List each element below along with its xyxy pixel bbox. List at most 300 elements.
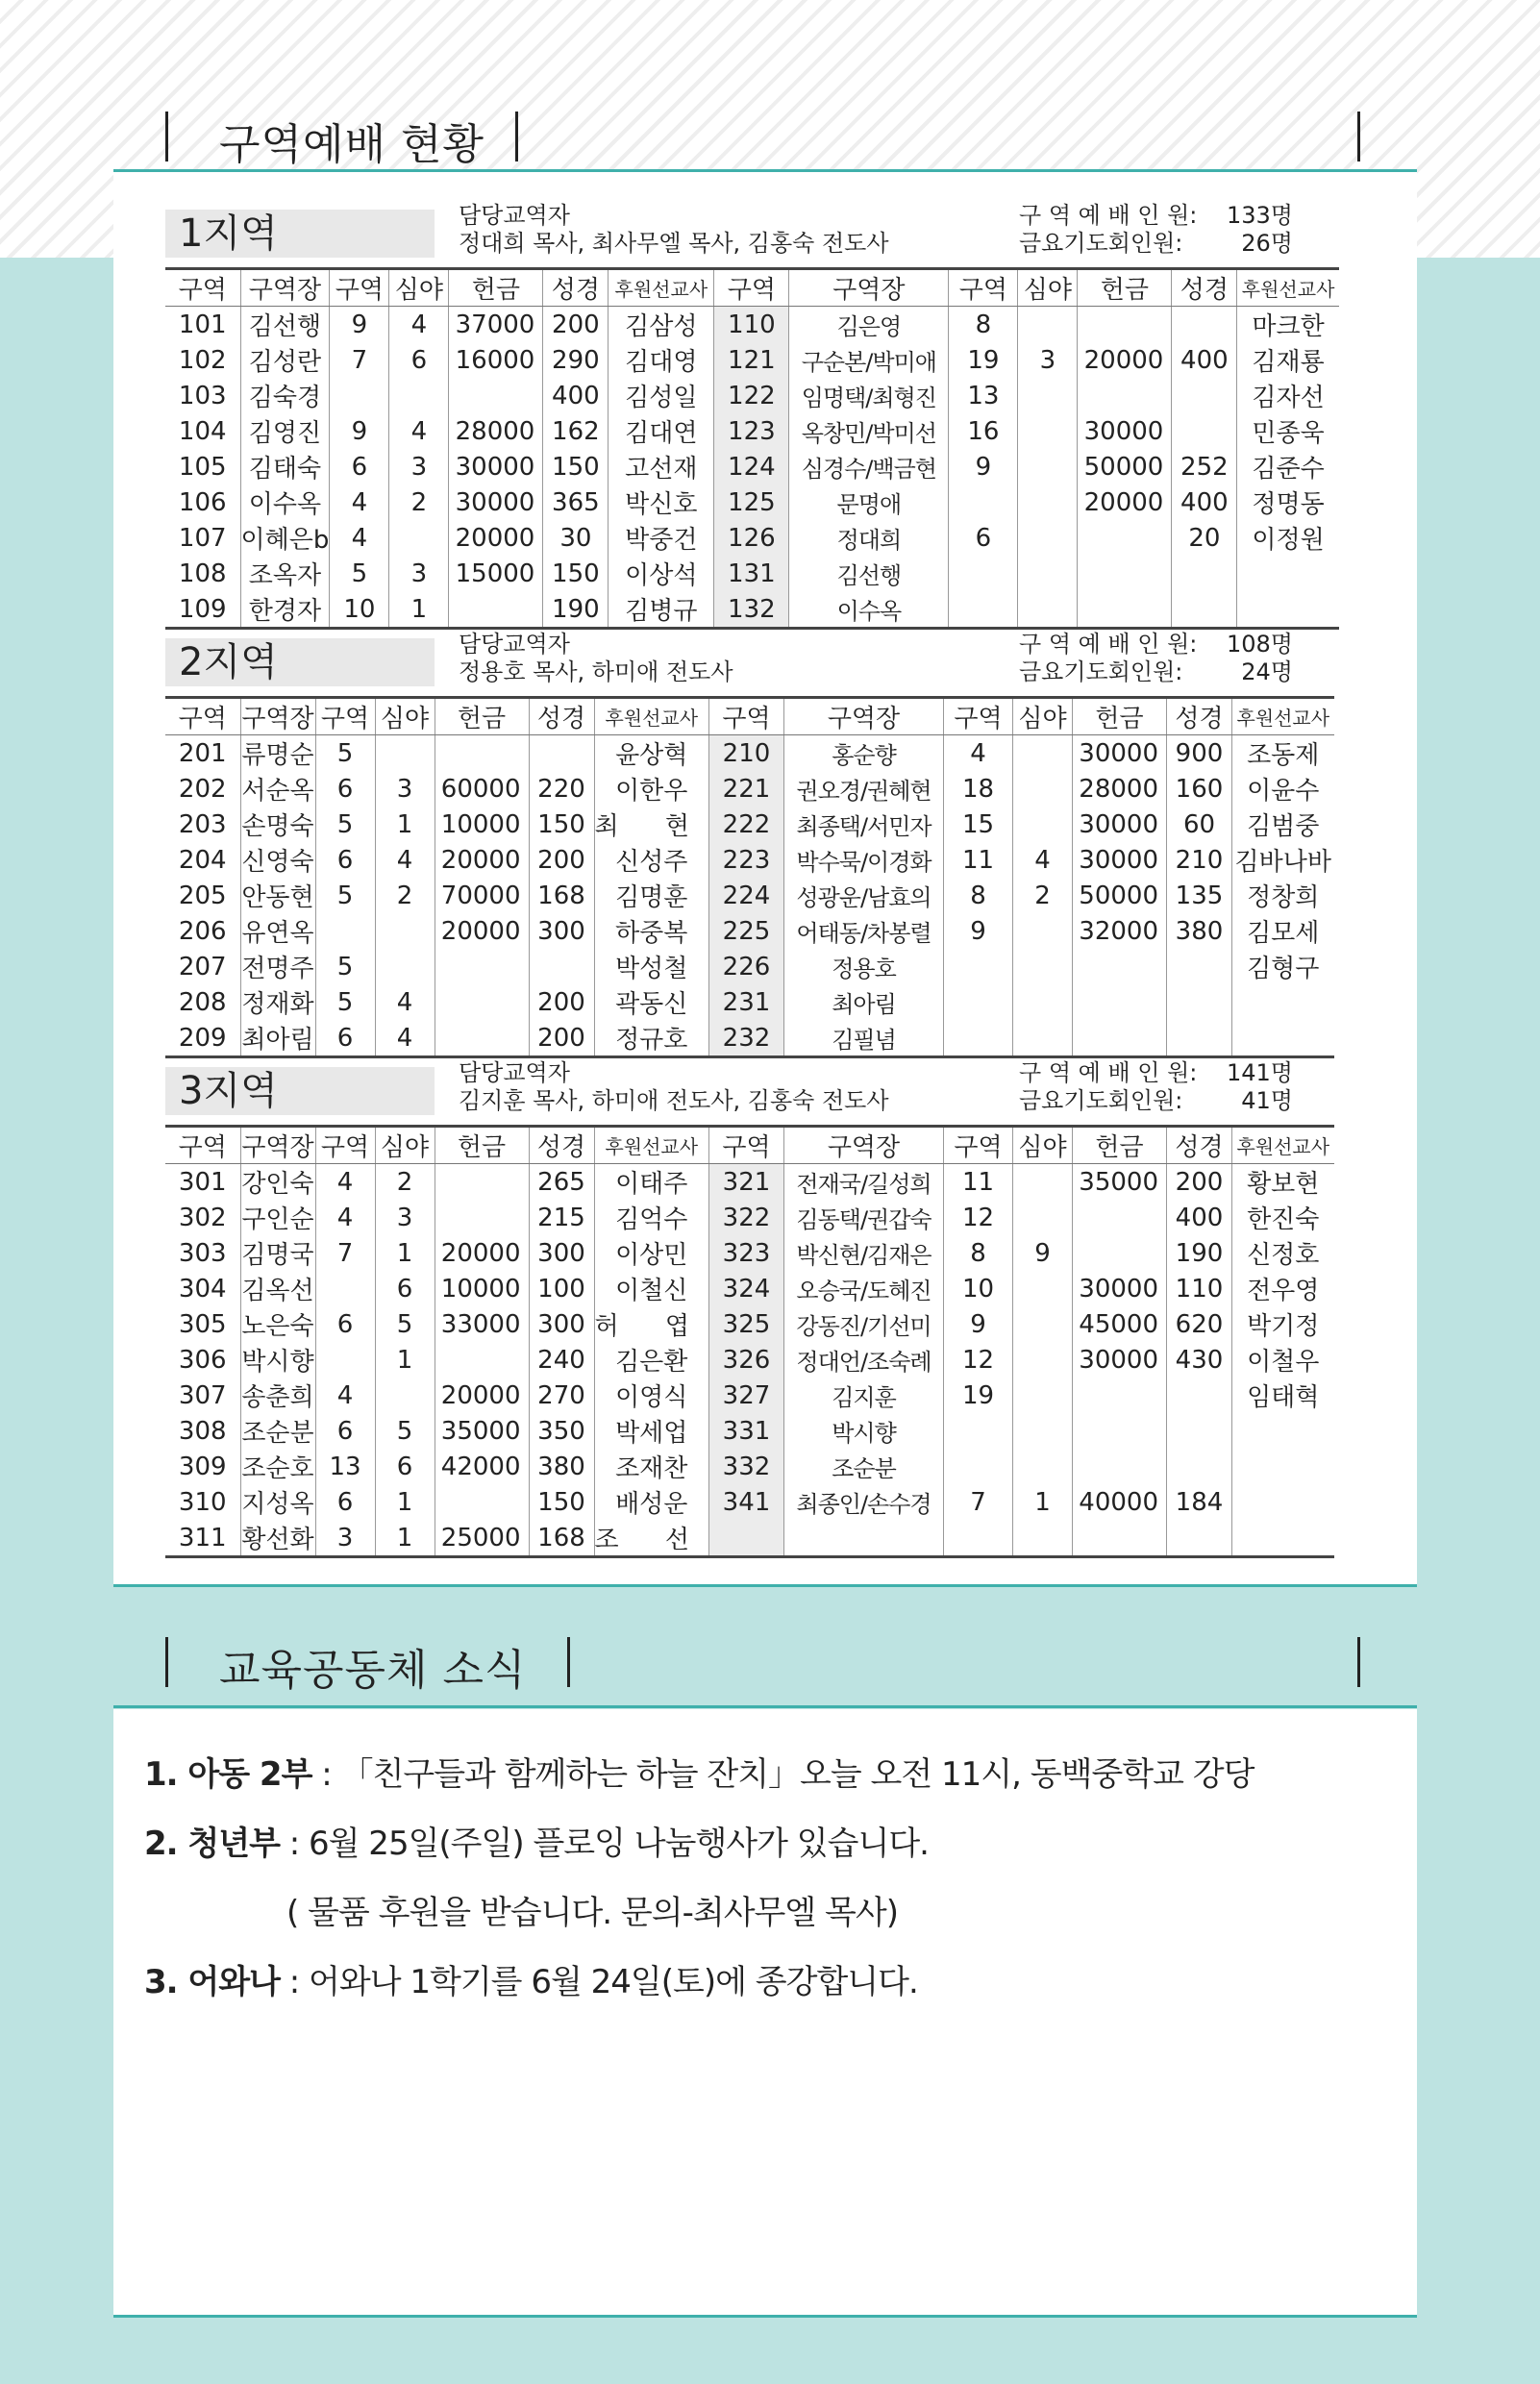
- table-cell: 108: [178, 559, 227, 588]
- table-cell: 252: [1172, 449, 1237, 484]
- table-row: [165, 1164, 1334, 1201]
- table-cell: [1013, 1306, 1073, 1342]
- table-cell: 150: [529, 807, 594, 842]
- bottom-divider: [113, 2315, 1417, 2318]
- table-cell: 4: [315, 1378, 375, 1413]
- column-header: 헌금: [1078, 269, 1172, 307]
- table-cell: 최아림: [784, 984, 944, 1020]
- header-bar-right: [1357, 1637, 1360, 1687]
- table-cell: 332: [709, 1449, 784, 1484]
- table-cell: 200: [1167, 1164, 1232, 1201]
- table-cell: 30000: [1073, 807, 1167, 842]
- table-cell: 박성철: [594, 949, 709, 984]
- table-cell: [1018, 520, 1078, 556]
- table-cell: 유연옥: [240, 913, 315, 949]
- section-divider: [113, 169, 1417, 172]
- column-header: 구역: [944, 1127, 1013, 1164]
- table-row: [165, 1378, 1334, 1413]
- table-row: [165, 1413, 1334, 1449]
- prayer-label: 금요기도회인원:: [1019, 230, 1183, 257]
- table-cell: 124: [714, 449, 789, 484]
- table-cell: 226: [709, 949, 784, 984]
- column-header: 성경: [1167, 698, 1232, 735]
- table-cell: 28000: [1073, 771, 1167, 807]
- column-header: 헌금: [1073, 1127, 1167, 1164]
- table-cell: 옥창민/박미선: [789, 413, 949, 449]
- table-cell: 30000: [449, 449, 543, 484]
- table-cell: 28000: [449, 413, 543, 449]
- table-cell: [1018, 378, 1078, 413]
- table-cell: 12: [944, 1342, 1013, 1378]
- pastor-info: [459, 631, 733, 686]
- table-cell: [1013, 1520, 1073, 1557]
- table-cell: 김명국: [240, 1235, 315, 1271]
- table-cell: 15: [944, 807, 1013, 842]
- table-cell: 107: [178, 523, 227, 553]
- table-cell: 조옥자: [240, 556, 330, 591]
- region-name: 3지역: [165, 1067, 435, 1115]
- news-item-children: [144, 1748, 1254, 1795]
- column-header: 심야: [1013, 1127, 1073, 1164]
- table-cell: 30000: [449, 484, 543, 520]
- table-cell: [1013, 1271, 1073, 1306]
- table-row: [165, 1306, 1334, 1342]
- table-cell: 160: [1167, 771, 1232, 807]
- table-cell: [375, 735, 435, 772]
- table-cell: 126: [714, 520, 789, 556]
- table-cell: 이수옥: [240, 484, 330, 520]
- table-cell: 20000: [1078, 484, 1172, 520]
- table-cell: 이윤수: [1232, 771, 1334, 807]
- news-label: 1. 아동 2부: [144, 1755, 312, 1794]
- table-cell: 김바나바: [1232, 842, 1334, 878]
- table-row: [165, 307, 1339, 343]
- table-cell: 162: [543, 413, 609, 449]
- column-header: 구역장: [240, 1127, 315, 1164]
- table-cell: 최종택/서민자: [784, 807, 944, 842]
- table-cell: [1232, 1484, 1334, 1520]
- table-cell: 1: [389, 591, 449, 629]
- table-cell: 조동제: [1232, 735, 1334, 772]
- table-cell: 정용호: [784, 949, 944, 984]
- attendance-stats: [1019, 1059, 1293, 1115]
- region-name: 1지역: [165, 210, 435, 258]
- column-header: 성경: [543, 269, 609, 307]
- column-header: 구역: [949, 269, 1018, 307]
- table-cell: 5: [315, 807, 375, 842]
- table-cell: 김준수: [1237, 449, 1339, 484]
- table-cell: [1237, 591, 1339, 629]
- table-cell: 30000: [1073, 1342, 1167, 1378]
- table-cell: 109: [178, 594, 227, 624]
- table-cell: 6: [389, 342, 449, 378]
- column-header: 구역: [315, 1127, 375, 1164]
- column-header: 구역: [165, 1127, 240, 1164]
- table-cell: 조재찬: [594, 1449, 709, 1484]
- table-cell: 326: [709, 1342, 784, 1378]
- section-divider: [113, 1705, 1417, 1708]
- table-cell: 김재룡: [1237, 342, 1339, 378]
- table-cell: 8: [944, 878, 1013, 913]
- header-bar-right: [1357, 112, 1360, 161]
- pastor-names: 정용호 목사, 하미애 전도사: [459, 658, 733, 685]
- table-cell: 6: [949, 520, 1018, 556]
- table-cell: [1013, 949, 1073, 984]
- table-cell: 황선화: [240, 1520, 315, 1557]
- table-cell: 104: [178, 416, 227, 446]
- table-cell: 김은영: [789, 307, 949, 343]
- table-cell: [1013, 1200, 1073, 1235]
- table-cell: [1018, 484, 1078, 520]
- table-cell: 4: [1013, 842, 1073, 878]
- table-cell: [1013, 1449, 1073, 1484]
- table-cell: [435, 1020, 529, 1057]
- table-cell: 150: [529, 1484, 594, 1520]
- column-header: 후원선교사: [1232, 1127, 1334, 1164]
- table-cell: 380: [1167, 913, 1232, 949]
- table-cell: 200: [529, 1020, 594, 1057]
- table-cell: [1013, 1020, 1073, 1057]
- table-cell: 184: [1167, 1484, 1232, 1520]
- table-cell: 황보현: [1232, 1164, 1334, 1201]
- table-cell: 305: [178, 1309, 227, 1339]
- table-cell: 225: [709, 913, 784, 949]
- table-cell: 331: [709, 1413, 784, 1449]
- table-cell: 40000: [1073, 1484, 1167, 1520]
- table-cell: 150: [543, 449, 609, 484]
- table-cell: 13: [949, 378, 1018, 413]
- table-cell: 정규호: [594, 1020, 709, 1057]
- table-cell: 10000: [435, 807, 529, 842]
- table-cell: 209: [178, 1023, 227, 1053]
- table-cell: 김삼성: [609, 307, 714, 343]
- table-cell: 4: [330, 520, 389, 556]
- table-cell: 권오경/권혜현: [784, 771, 944, 807]
- table-header-row: [165, 1127, 1334, 1164]
- table-cell: [784, 1520, 944, 1557]
- column-header: 헌금: [1073, 698, 1167, 735]
- pastor-info: [459, 202, 889, 258]
- table-cell: 이상민: [594, 1235, 709, 1271]
- table-cell: 200: [529, 984, 594, 1020]
- table-cell: [1013, 1413, 1073, 1449]
- table-cell: 19: [944, 1378, 1013, 1413]
- table-cell: 325: [709, 1306, 784, 1342]
- table-cell: 400: [1172, 342, 1237, 378]
- table-cell: [315, 1342, 375, 1378]
- table-cell: 김자선: [1237, 378, 1339, 413]
- column-header: 후원선교사: [1237, 269, 1339, 307]
- header-bar-mid: [515, 112, 518, 161]
- table-row: [165, 735, 1334, 772]
- table-cell: 9: [1013, 1235, 1073, 1271]
- table-cell: 37000: [449, 307, 543, 343]
- table-cell: 하중복: [594, 913, 709, 949]
- table-cell: 20: [1172, 520, 1237, 556]
- table-cell: 13: [315, 1449, 375, 1484]
- column-header: 심야: [1018, 269, 1078, 307]
- table-cell: [435, 1164, 529, 1201]
- header-bar-mid: [567, 1637, 570, 1687]
- column-header: 헌금: [449, 269, 543, 307]
- table-cell: 고선재: [609, 449, 714, 484]
- table-cell: 20000: [435, 1378, 529, 1413]
- table-cell: [435, 1484, 529, 1520]
- column-header: 후원선교사: [594, 1127, 709, 1164]
- table-cell: [1172, 307, 1237, 343]
- table-cell: 16: [949, 413, 1018, 449]
- table-cell: 손명숙: [240, 807, 315, 842]
- table-cell: 168: [529, 878, 594, 913]
- table-cell: [1167, 1020, 1232, 1057]
- pastor-label: 담당교역자: [459, 202, 570, 229]
- table-cell: 김동택/권갑숙: [784, 1200, 944, 1235]
- table-row: [165, 984, 1334, 1020]
- section-title: 교육공동체 소식: [219, 1646, 527, 1695]
- table-cell: 마크한: [1237, 307, 1339, 343]
- table-cell: 300: [529, 1306, 594, 1342]
- table-cell: [375, 949, 435, 984]
- table-cell: 220: [529, 771, 594, 807]
- table-cell: 김영진: [240, 413, 330, 449]
- table-cell: 1: [375, 1520, 435, 1557]
- table-cell: 정대희: [789, 520, 949, 556]
- table-cell: [1018, 307, 1078, 343]
- table-cell: 200: [529, 842, 594, 878]
- table-cell: 50000: [1073, 878, 1167, 913]
- column-header: 구역: [944, 698, 1013, 735]
- worship-label: 구 역 예 배 인 원:: [1019, 631, 1198, 658]
- table-cell: 어태동/차봉렬: [784, 913, 944, 949]
- table-cell: 7: [315, 1235, 375, 1271]
- table-cell: [1078, 556, 1172, 591]
- table-cell: 308: [178, 1416, 227, 1446]
- table-cell: 221: [709, 771, 784, 807]
- table-cell: [1018, 556, 1078, 591]
- region-table: [165, 1125, 1334, 1558]
- column-header: 구역: [315, 698, 375, 735]
- table-cell: [1167, 1449, 1232, 1484]
- table-cell: 25000: [435, 1520, 529, 1557]
- table-cell: 204: [178, 845, 227, 875]
- table-cell: 이정원: [1237, 520, 1339, 556]
- table-row: [165, 1449, 1334, 1484]
- table-cell: 5: [330, 556, 389, 591]
- table-cell: 6: [315, 1020, 375, 1057]
- table-cell: 3: [389, 556, 449, 591]
- column-header: 후원선교사: [1232, 698, 1334, 735]
- pastor-label: 담당교역자: [459, 631, 570, 658]
- table-cell: 1: [375, 1484, 435, 1520]
- table-cell: [389, 520, 449, 556]
- table-cell: [944, 1413, 1013, 1449]
- table-cell: 11: [944, 842, 1013, 878]
- table-cell: 300: [529, 913, 594, 949]
- table-cell: 301: [178, 1167, 227, 1197]
- table-cell: 곽동신: [594, 984, 709, 1020]
- table-cell: 안동현: [240, 878, 315, 913]
- column-header: 후원선교사: [594, 698, 709, 735]
- table-cell: 309: [178, 1452, 227, 1481]
- table-cell: 박기정: [1232, 1306, 1334, 1342]
- table-cell: 102: [178, 345, 227, 375]
- table-cell: 2: [375, 1164, 435, 1201]
- table-cell: [1167, 1378, 1232, 1413]
- table-cell: 김지훈: [784, 1378, 944, 1413]
- column-header: 헌금: [435, 698, 529, 735]
- table-cell: [1172, 591, 1237, 629]
- worship-count: 108명: [1227, 631, 1293, 658]
- table-cell: [1172, 413, 1237, 449]
- table-cell: 전우영: [1232, 1271, 1334, 1306]
- table-cell: 50000: [1078, 449, 1172, 484]
- table-cell: [435, 735, 529, 772]
- table-cell: 김선행: [240, 307, 330, 343]
- table-cell: 조 선: [594, 1520, 709, 1557]
- table-cell: 10: [330, 591, 389, 629]
- region-table: [165, 696, 1334, 1058]
- table-cell: 김명훈: [594, 878, 709, 913]
- table-cell: 이상석: [609, 556, 714, 591]
- column-header: 구역장: [789, 269, 949, 307]
- table-cell: [1073, 1235, 1167, 1271]
- attendance-stats: [1019, 631, 1293, 686]
- table-cell: 8: [949, 307, 1018, 343]
- table-cell: 15000: [449, 556, 543, 591]
- table-cell: [435, 1200, 529, 1235]
- column-header: 구역: [709, 698, 784, 735]
- table-cell: 한진숙: [1232, 1200, 1334, 1235]
- section-header-worship: [113, 92, 1417, 173]
- table-cell: 홍순향: [784, 735, 944, 772]
- column-header: 심야: [375, 698, 435, 735]
- news-text: : 6월 25일(주일) 플로잉 나눔행사가 있습니다.: [279, 1825, 929, 1863]
- table-cell: 김태숙: [240, 449, 330, 484]
- table-cell: 168: [529, 1520, 594, 1557]
- table-cell: 105: [178, 452, 227, 482]
- table-cell: 5: [315, 878, 375, 913]
- table-cell: 최 현: [594, 807, 709, 842]
- table-cell: 1: [375, 807, 435, 842]
- table-cell: [944, 1020, 1013, 1057]
- table-cell: 190: [543, 591, 609, 629]
- region-header: [165, 1059, 1371, 1125]
- table-cell: 231: [709, 984, 784, 1020]
- table-cell: [529, 949, 594, 984]
- table-cell: 365: [543, 484, 609, 520]
- table-cell: 3: [389, 449, 449, 484]
- table-cell: 한경자: [240, 591, 330, 629]
- table-cell: 5: [315, 984, 375, 1020]
- table-cell: 300: [529, 1235, 594, 1271]
- news-item-youth-note: ( 물품 후원을 받습니다. 문의-최사무엘 목사): [286, 1894, 898, 1932]
- table-cell: 205: [178, 881, 227, 910]
- table-cell: 11: [944, 1164, 1013, 1201]
- table-cell: 7: [944, 1484, 1013, 1520]
- news-item-youth: [144, 1817, 929, 1864]
- table-cell: [1073, 1378, 1167, 1413]
- table-row: [165, 842, 1334, 878]
- table-cell: [1073, 1413, 1167, 1449]
- table-cell: [449, 378, 543, 413]
- table-cell: 구인순: [240, 1200, 315, 1235]
- table-cell: 30000: [1073, 842, 1167, 878]
- table-cell: 400: [1167, 1200, 1232, 1235]
- table-cell: [1073, 1020, 1167, 1057]
- table-cell: [709, 1520, 784, 1557]
- table-cell: 430: [1167, 1342, 1232, 1378]
- table-cell: 30000: [1078, 413, 1172, 449]
- news-text: : 「친구들과 함께하는 하늘 잔치」오늘 오전 11시, 동백중학교 강당: [311, 1755, 1254, 1794]
- table-cell: 서순옥: [240, 771, 315, 807]
- table-cell: 132: [714, 591, 789, 629]
- table-cell: 박수묵/이경화: [784, 842, 944, 878]
- table-cell: 신정호: [1232, 1235, 1334, 1271]
- table-cell: 110: [1167, 1271, 1232, 1306]
- table-row: [165, 413, 1339, 449]
- table-cell: [389, 378, 449, 413]
- table-row: [165, 1271, 1334, 1306]
- column-header: 심야: [389, 269, 449, 307]
- table-cell: 민종욱: [1237, 413, 1339, 449]
- table-cell: 조순분: [784, 1449, 944, 1484]
- table-cell: 문명애: [789, 484, 949, 520]
- table-cell: [944, 949, 1013, 984]
- table-cell: 조순분: [240, 1413, 315, 1449]
- table-cell: 42000: [435, 1449, 529, 1484]
- news-item-awana: [144, 1955, 918, 2002]
- section-title: 구역예배 현황: [219, 120, 485, 169]
- table-cell: 임명택/최형진: [789, 378, 949, 413]
- table-cell: 5: [375, 1413, 435, 1449]
- column-header: 성경: [529, 1127, 594, 1164]
- table-cell: 배성운: [594, 1484, 709, 1520]
- table-cell: [1167, 1413, 1232, 1449]
- table-cell: 김형구: [1232, 949, 1334, 984]
- table-cell: 박신호: [609, 484, 714, 520]
- table-cell: 131: [714, 556, 789, 591]
- table-cell: 전재국/길성희: [784, 1164, 944, 1201]
- table-cell: [1167, 984, 1232, 1020]
- table-cell: 6: [315, 771, 375, 807]
- table-cell: 4: [944, 735, 1013, 772]
- table-cell: 125: [714, 484, 789, 520]
- table-cell: 5: [315, 735, 375, 772]
- column-header: 심야: [375, 1127, 435, 1164]
- table-cell: 정대언/조숙례: [784, 1342, 944, 1378]
- table-cell: 이영식: [594, 1378, 709, 1413]
- table-cell: 9: [949, 449, 1018, 484]
- table-cell: [435, 1342, 529, 1378]
- table-cell: 오승국/도혜진: [784, 1271, 944, 1306]
- table-row: [165, 342, 1339, 378]
- attendance-stats: [1019, 202, 1293, 258]
- table-row: [165, 913, 1334, 949]
- table-cell: 4: [315, 1164, 375, 1201]
- table-cell: 101: [178, 310, 227, 339]
- table-row: [165, 1200, 1334, 1235]
- table-cell: 303: [178, 1238, 227, 1268]
- table-cell: [1232, 1449, 1334, 1484]
- prayer-label: 금요기도회인원:: [1019, 1087, 1183, 1114]
- table-cell: 정창희: [1232, 878, 1334, 913]
- table-cell: 김성일: [609, 378, 714, 413]
- column-header: 구역장: [240, 269, 330, 307]
- section-divider: [113, 1584, 1417, 1587]
- table-cell: 김대연: [609, 413, 714, 449]
- table-cell: [315, 1271, 375, 1306]
- table-cell: 106: [178, 487, 227, 517]
